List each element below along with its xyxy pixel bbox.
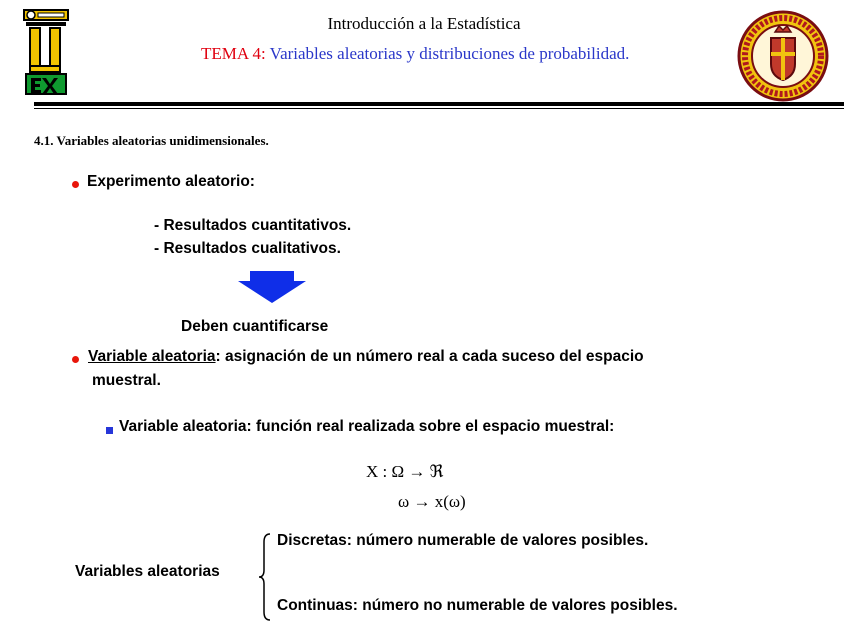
square-bullet-icon	[106, 427, 113, 434]
bullet-dot-icon	[72, 356, 79, 363]
section-title: 4.1. Variables aleatorias unidimensionales.	[34, 133, 269, 148]
down-arrow-icon	[238, 271, 306, 303]
tema-separator: :	[260, 44, 266, 63]
classification-continuous: Continuas: número no numerable de valores posibles.	[277, 597, 678, 614]
variable-aleatoria-definition	[88, 348, 644, 366]
tema-title: Variables aleatorias y distribuciones de probabilidad.	[269, 44, 630, 63]
list-item-cuantitativos: - Resultados cuantitativos.	[154, 217, 352, 234]
list-item-cualitativos: - Resultados cualitativos.	[154, 240, 341, 257]
definition-continuation: muestral.	[92, 372, 161, 389]
arrow-caption: Deben cuantificarse	[181, 318, 329, 335]
subbullet-text: Variable aleatoria: función real realizada sobre el espacio muestral:	[119, 418, 615, 435]
formula-line-2: ω → x(ω)	[398, 492, 466, 511]
definition-text: : asignación de un número real a cada suceso del espacio	[215, 348, 644, 365]
formula-line-1: X : Ω → ℜ	[366, 462, 444, 481]
classification-discrete: Discretas: número numerable de valores posibles.	[277, 532, 649, 549]
faculty-seal-icon	[737, 10, 829, 102]
tema-label: TEMA 4	[201, 44, 261, 63]
course-title: Introducción a la Estadística	[327, 14, 521, 33]
definition-term: Variable aleatoria	[88, 348, 216, 365]
bullet-dot-icon	[72, 181, 79, 188]
left-brace-icon	[258, 532, 272, 622]
classification-label: Variables aleatorias	[75, 563, 220, 580]
bullet-experimento-label: Experimento aleatorio:	[87, 173, 255, 190]
header-rule	[34, 102, 844, 106]
tema-heading	[201, 44, 629, 64]
header-rule-thin	[34, 108, 844, 109]
